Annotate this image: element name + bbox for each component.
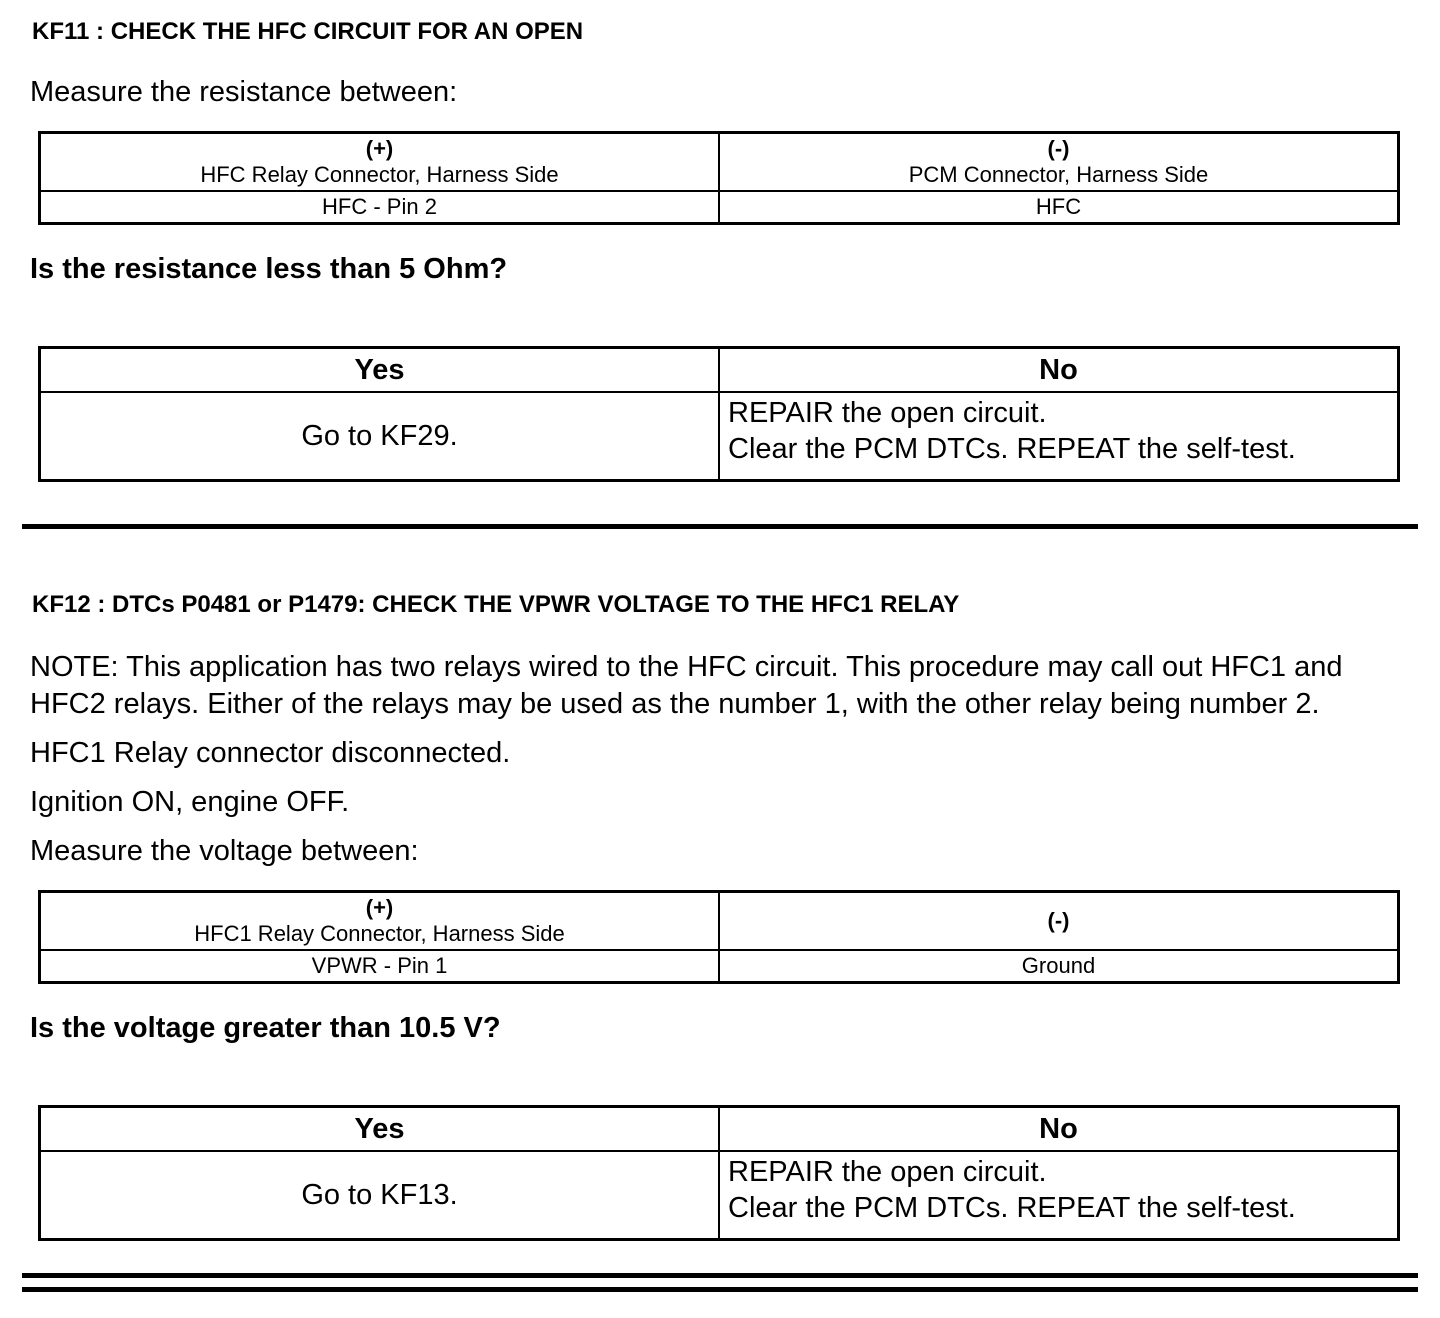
no-action-line2: Clear the PCM DTCs. REPEAT the self-test. [728, 433, 1296, 466]
no-header: No [719, 1107, 1399, 1152]
section-divider [22, 1273, 1418, 1278]
no-action-cell [719, 1151, 1399, 1240]
negative-sign: (-) [1047, 908, 1070, 934]
yes-header: Yes [40, 1107, 720, 1152]
positive-sign: (+) [365, 136, 394, 161]
positive-pin-cell: VPWR - Pin 1 [40, 950, 720, 983]
yes-header: Yes [40, 348, 720, 393]
measurement-table-kf11 [38, 131, 1400, 225]
positive-pin-cell: HFC - Pin 2 [40, 191, 720, 224]
section-divider [22, 524, 1418, 529]
table-row [40, 191, 1399, 224]
positive-terminal-label: HFC1 Relay Connector, Harness Side [194, 921, 565, 947]
table-row [40, 133, 1399, 192]
no-action-cell [719, 392, 1399, 481]
measure-intro-kf12: Measure the voltage between: [30, 835, 419, 868]
question-kf11: Is the resistance less than 5 Ohm? [30, 253, 508, 285]
step-connector-disconnected: HFC1 Relay connector disconnected. [30, 737, 511, 770]
negative-terminal-cell [719, 133, 1399, 192]
negative-pin-cell: Ground [719, 950, 1399, 983]
positive-terminal-cell [40, 133, 720, 192]
table-row [40, 348, 1399, 393]
section-divider [22, 1287, 1418, 1292]
bottom-rules [30, 1273, 1410, 1292]
no-action-line1: REPAIR the open circuit. [728, 397, 1047, 429]
negative-terminal-label: PCM Connector, Harness Side [908, 162, 1209, 187]
section-kf11-heading: KF11 : CHECK THE HFC CIRCUIT FOR AN OPEN [32, 18, 584, 45]
section-kf12 [30, 591, 1410, 1292]
negative-pin-cell: HFC [719, 191, 1399, 224]
yes-action-cell: Go to KF29. [40, 392, 720, 481]
measure-intro-kf11: Measure the resistance between: [30, 76, 458, 108]
table-row [40, 950, 1399, 983]
positive-terminal-cell [40, 892, 720, 951]
positive-sign: (+) [365, 895, 394, 921]
question-kf12: Is the voltage greater than 10.5 V? [30, 1012, 501, 1045]
table-row [40, 392, 1399, 481]
no-action-line2: Clear the PCM DTCs. REPEAT the self-test. [728, 1192, 1296, 1225]
step-ignition-on: Ignition ON, engine OFF. [30, 786, 350, 819]
yes-action-cell: Go to KF13. [40, 1151, 720, 1240]
positive-terminal-label: HFC Relay Connector, Harness Side [200, 162, 559, 187]
table-row [40, 1107, 1399, 1152]
negative-sign: (-) [1047, 136, 1070, 161]
table-row [40, 892, 1399, 951]
table-row [40, 1151, 1399, 1240]
section-kf11 [30, 18, 1410, 529]
decision-table-kf11 [38, 346, 1400, 482]
no-header: No [719, 348, 1399, 393]
section-kf12-heading: KF12 : DTCs P0481 or P1479: CHECK THE VPWR VOLTAGE TO THE HFC1 RELAY [32, 591, 960, 618]
no-action-line1: REPAIR the open circuit. [728, 1156, 1047, 1189]
measurement-table-kf12 [38, 890, 1400, 984]
note-text: NOTE: This application has two relays wired to the HFC circuit. This procedure may call out HFC1 and HFC2 relays. Either of the relays may be used as the number 1, with the other relay being number 2. [30, 651, 1343, 721]
decision-table-kf12 [38, 1105, 1400, 1241]
negative-terminal-cell [719, 892, 1399, 951]
